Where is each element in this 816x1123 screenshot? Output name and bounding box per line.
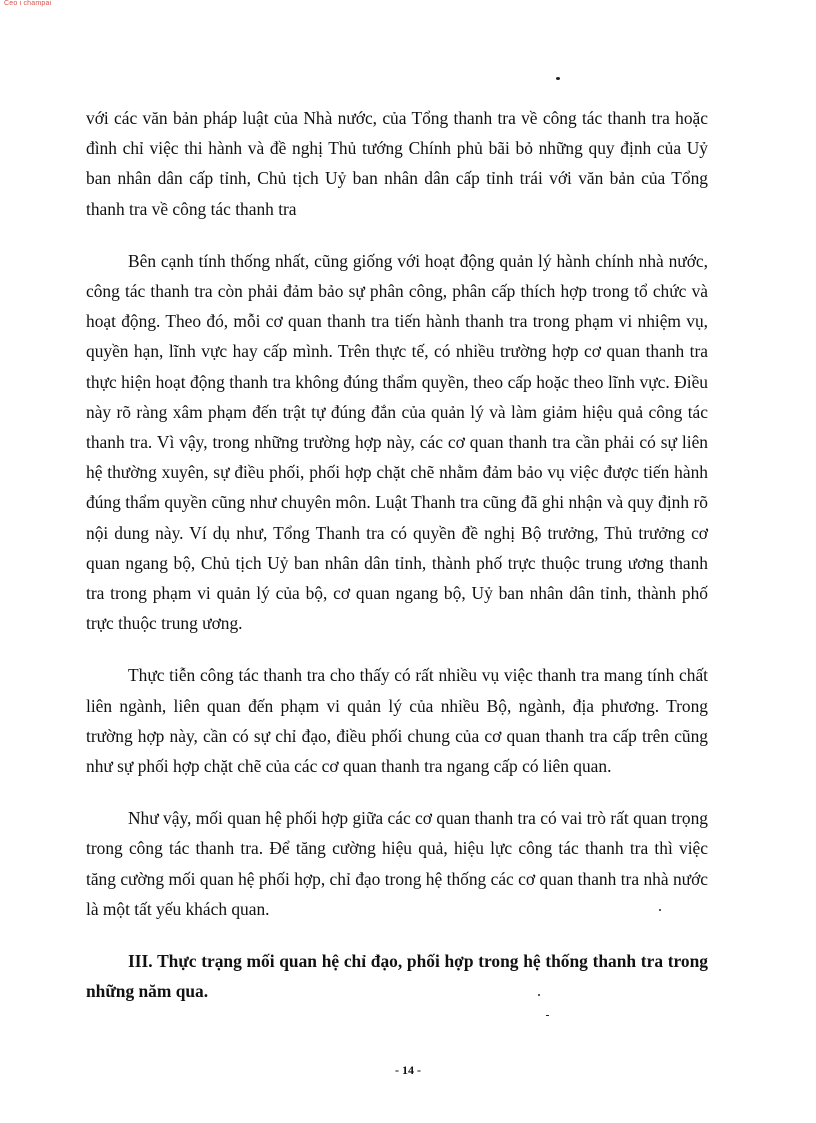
section-heading: III. Thực trạng mối quan hệ chỉ đạo, phối hợp trong hệ thống thanh tra trong những năm qua. (86, 951, 708, 1002)
paragraph: Bên cạnh tính thống nhất, cũng giống với hoạt động quản lý hành chính nhà nước, công tác thanh tra còn phải đảm bảo sự phân công, phân cấp thích hợp trong tổ chức và hoạt động. Theo đó, mỗi cơ quan thanh tra tiến hành thanh tra trong phạm vi nhiệm vụ, quyền hạn, lĩnh vực hay cấp mình. Trên thực tế, có nhiều trường hợp cơ quan thanh tra thực hiện hoạt động thanh tra không đúng thẩm quyền, theo cấp hoặc theo lĩnh vực. Điều này rõ ràng xâm phạm đến trật tự đúng đắn của quản lý và làm giảm hiệu quả công tác thanh tra. Vì vậy, trong những trường hợp này, các cơ quan thanh tra cần phải có sự liên hệ thường xuyên, sự điều phối, phối hợp chặt chẽ nhằm đảm bảo vụ việc được tiến hành đúng thẩm quyền cũng như chuyên môn. Luật Thanh tra cũng đã ghi nhận và quy định rõ nội dung này. Ví dụ như, Tổng Thanh tra có quyền đề nghị Bộ trưởng, Thủ trưởng cơ quan ngang bộ, Chủ tịch Uỷ ban nhân dân tỉnh, thành phố trực thuộc trung ương thanh tra trong phạm vi quản lý của bộ, cơ quan ngang bộ, Uỷ ban nhân dân tỉnh, thành phố trực thuộc trung ương. (86, 250, 708, 634)
scan-speck (556, 77, 560, 80)
paragraph-gap (86, 638, 708, 660)
paragraph: Như vậy, mối quan hệ phối hợp giữa các cơ quan thanh tra có vai trò rất quan trọng trong công tác thanh tra. Để tăng cường hiệu quả, hiệu lực công tác thanh tra thì việc tăng cường mối quan hệ phối hợp, chỉ đạo trong hệ thống các cơ quan thanh tra nhà nước là một tất yếu khách quan. (86, 808, 708, 919)
paragraph-gap (86, 924, 708, 946)
watermark-text: Ceo i champai (4, 0, 52, 7)
paragraph-gap (86, 224, 708, 246)
paragraph: Thực tiễn công tác thanh tra cho thấy có rất nhiều vụ việc thanh tra mang tính chất liên ngành, liên quan đến phạm vi quản lý của nhiều Bộ, ngành, địa phương. Trong trường hợp này, cần có sự chỉ đạo, điều phối chung của cơ quan thanh tra cấp trên cũng như sự phối hợp chặt chẽ của các cơ quan thanh tra ngang cấp có liên quan. (86, 665, 708, 777)
page-number: - 14 - (395, 1063, 421, 1077)
paragraph-gap (86, 781, 708, 803)
scan-speck (546, 1015, 549, 1016)
page-body (86, 103, 708, 1006)
paragraph-continuation: với các văn bản pháp luật của Nhà nước, của Tổng thanh tra về công tác thanh tra hoặc đình chỉ việc thi hành và đề nghị Thủ tướng Chính phủ bãi bỏ những quy định của Uỷ ban nhân dân cấp tỉnh, Chủ tịch Uỷ ban nhân dân cấp tỉnh trái với văn bản của Tổng thanh tra về công tác thanh tra (86, 108, 708, 219)
